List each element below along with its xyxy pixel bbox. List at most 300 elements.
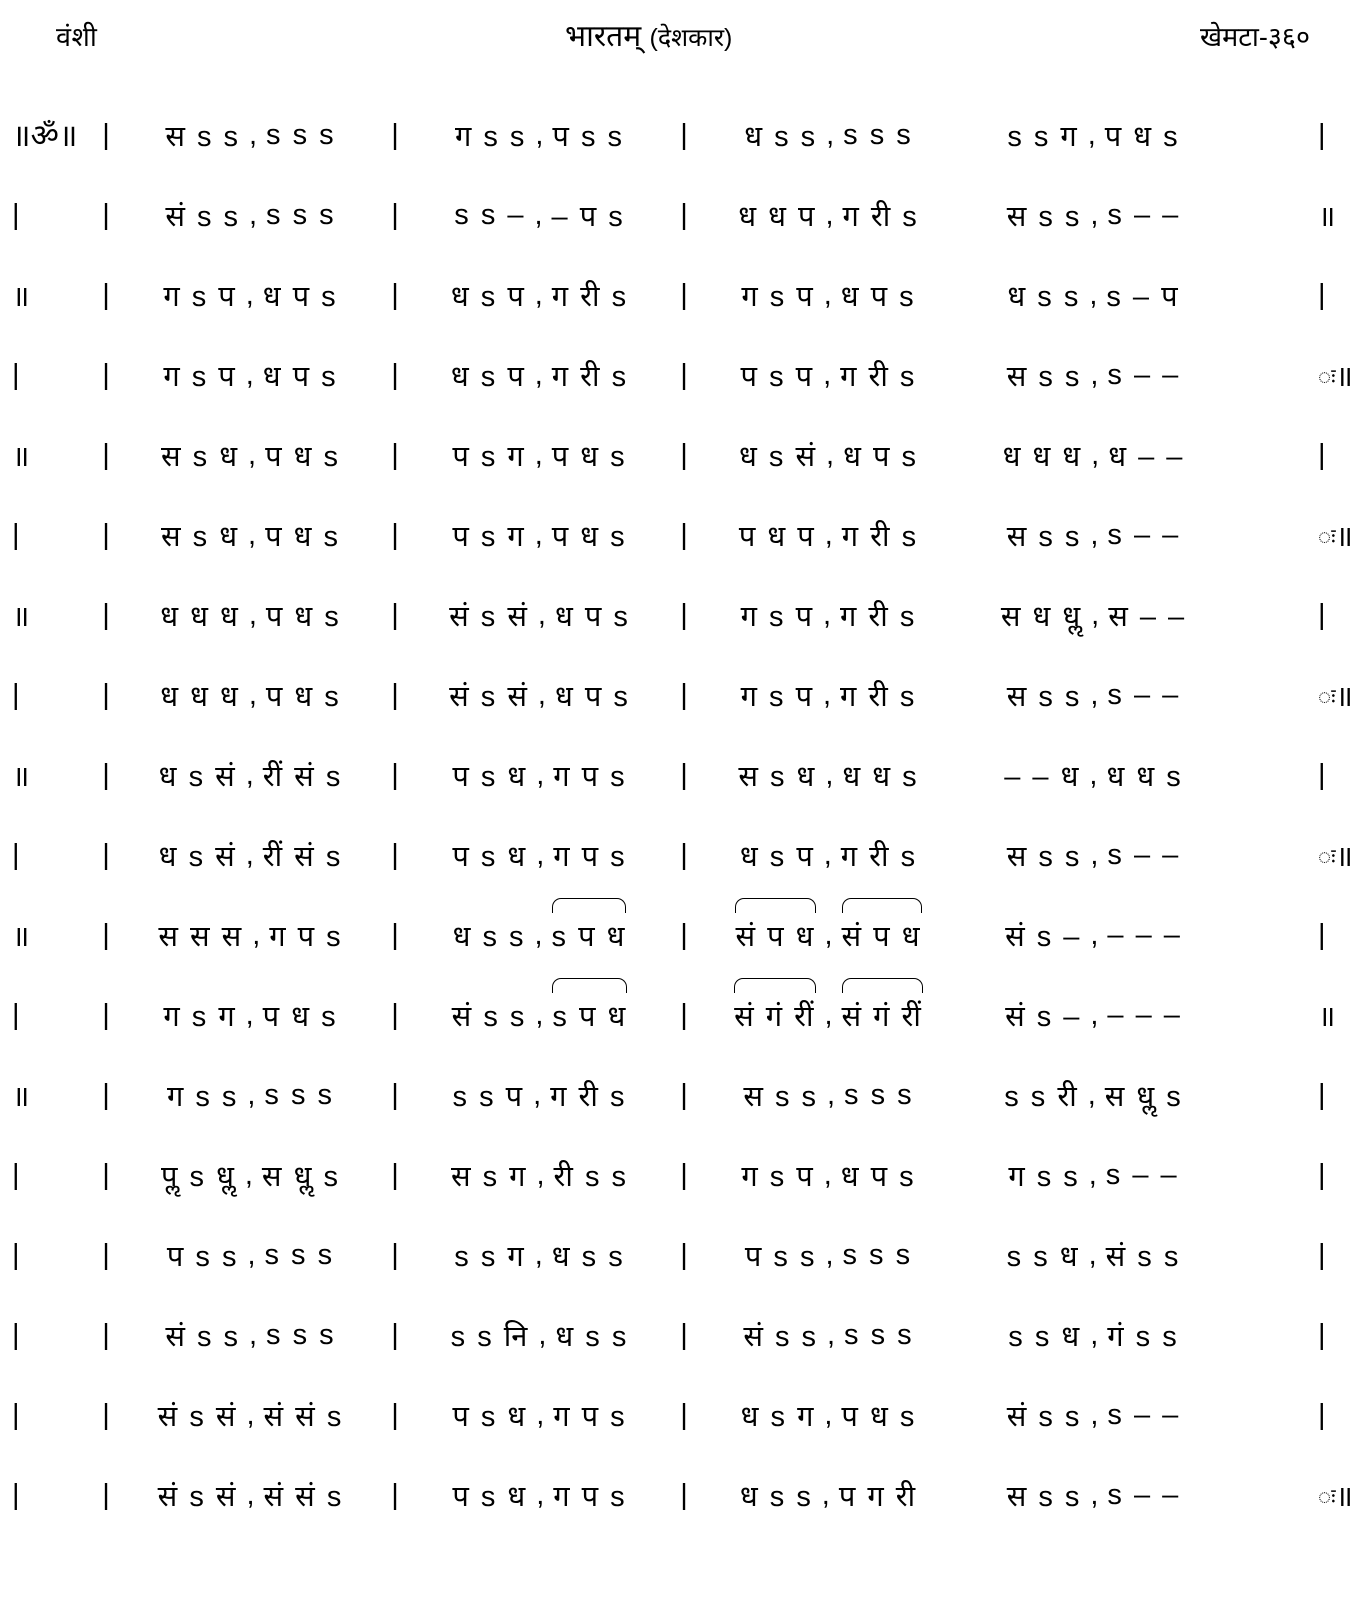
swara-cell: s – – — [1107, 518, 1181, 551]
notation-bar — [696, 676, 961, 715]
bar-divider: | — [102, 1478, 110, 1511]
notation-line — [8, 415, 1358, 495]
swara-cell: s s री — [1004, 1080, 1079, 1113]
swara-cell: ध s सं — [739, 440, 818, 473]
notation-bar — [696, 1236, 961, 1275]
bar-divider: | — [680, 1238, 688, 1271]
swara-cell: ग s s — [1008, 1160, 1080, 1193]
notation-bar — [118, 836, 383, 875]
repeat-colon-icon: ः — [1318, 523, 1336, 549]
swara-cell: प ध s — [551, 520, 627, 553]
bar-group — [94, 676, 1316, 715]
swara-cell: सं s s — [165, 200, 241, 233]
swara-cell: ग s प — [740, 680, 815, 713]
beat-separator: , — [1090, 1398, 1099, 1431]
bar-group — [94, 1236, 1316, 1275]
bar-divider: | — [102, 1318, 110, 1351]
swara-cell: सं सं s — [263, 1400, 344, 1433]
bar-divider: | — [680, 1318, 688, 1351]
beat-separator: , — [248, 598, 257, 631]
swara-cell: ध प s — [840, 280, 916, 313]
line-open-mark: | — [12, 1478, 20, 1511]
beat-separator: , — [245, 838, 254, 871]
notation-bar — [118, 436, 383, 475]
notation-bar — [696, 1476, 961, 1515]
line-end-mark — [1316, 196, 1358, 235]
notation-bar — [696, 436, 961, 475]
swara-cell: स s ध — [738, 760, 817, 793]
swara-cell: स ध धॢ — [1000, 600, 1083, 633]
notation-bar — [961, 356, 1226, 395]
notation-line — [8, 95, 1358, 175]
beat-separator: , — [823, 278, 832, 311]
bar-group — [94, 756, 1316, 795]
swara-cell: सं गं रीं — [841, 1000, 923, 1033]
notation-line — [8, 255, 1358, 335]
beat-separator: , — [821, 1478, 830, 1511]
notation-bar — [961, 1316, 1226, 1355]
beat-separator: , — [534, 198, 543, 231]
swara-cell: s – – — [1107, 838, 1181, 871]
line-end-glyph: | — [1318, 1398, 1326, 1431]
swara-cell: स s s — [165, 120, 241, 153]
notation-bar — [961, 1476, 1226, 1515]
bar-divider: | — [391, 598, 399, 631]
bar-divider: | — [391, 438, 399, 471]
line-end-mark — [1316, 279, 1358, 312]
bar-group — [94, 836, 1316, 875]
line-end-mark — [1316, 356, 1358, 395]
notation-bar — [118, 596, 383, 635]
beat-separator: , — [824, 518, 833, 551]
beat-separator: , — [1090, 1318, 1099, 1351]
notation-bar — [118, 676, 383, 715]
swara-cell: सं s सं — [449, 600, 529, 633]
swara-cell: – – – — [1107, 918, 1182, 951]
swara-cell: सं s सं — [157, 1400, 238, 1433]
swara-cell: ध s प — [739, 840, 815, 873]
beat-separator: , — [536, 1398, 545, 1431]
swara-cell: ग री s — [840, 840, 918, 873]
bar-divider: | — [102, 918, 110, 951]
swara-cell: सं s s — [1006, 1400, 1082, 1433]
swara-cell: प ध s — [551, 440, 627, 473]
beat-separator: , — [245, 358, 254, 391]
swara-cell: s – – — [1107, 1398, 1181, 1431]
line-end-glyph: ॥ — [1318, 200, 1336, 233]
swara-cell: ध s सं — [158, 840, 237, 873]
swara-cell: सं s s — [1105, 1240, 1181, 1273]
bar-divider: | — [102, 1078, 110, 1111]
swara-cell: s प ध — [551, 920, 627, 953]
swara-cell: ग री s — [841, 520, 919, 553]
beat-separator: , — [1087, 118, 1096, 151]
bar-group — [94, 1316, 1316, 1355]
notation-bar — [118, 276, 383, 315]
swara-cell: स s s — [1006, 1480, 1082, 1513]
line-end-mark — [1316, 1319, 1358, 1352]
line-end-glyph: | — [1318, 278, 1326, 311]
bar-divider: | — [102, 1398, 110, 1431]
notation-bar — [696, 756, 961, 795]
swara-cell: ग प s — [553, 1400, 627, 1433]
bar-divider: | — [391, 118, 399, 151]
bar-divider: | — [102, 358, 110, 391]
beat-separator: , — [825, 758, 834, 791]
bar-group — [94, 276, 1316, 315]
beat-separator: , — [245, 758, 254, 791]
notation-bar — [696, 116, 961, 155]
line-end-glyph: | — [1318, 1238, 1326, 1271]
bar-divider: | — [680, 678, 688, 711]
swara-cell: s s प — [452, 1080, 525, 1113]
line-end-mark — [1316, 676, 1358, 715]
notation-bar — [118, 1156, 383, 1195]
beat-separator: , — [538, 1318, 547, 1351]
swara-cell: s प ध — [552, 1000, 628, 1033]
notation-bar — [961, 756, 1226, 795]
bar-divider: | — [680, 118, 688, 151]
notation-bar — [407, 596, 672, 635]
line-end-mark — [1316, 1476, 1358, 1515]
swara-cell: ध s s — [555, 1320, 629, 1353]
swara-cell: ध प s — [262, 280, 338, 313]
bar-group — [94, 436, 1316, 475]
swara-cell: री s s — [553, 1160, 629, 1193]
line-end-mark — [1316, 439, 1358, 472]
bar-group — [94, 1076, 1316, 1115]
beat-separator: , — [823, 358, 832, 391]
swara-cell: सं s सं — [157, 1480, 238, 1513]
repeat-colon-icon: ः — [1318, 843, 1336, 869]
swara-cell: ग प s — [553, 1480, 627, 1513]
beat-separator: , — [249, 118, 258, 151]
beat-separator: , — [823, 678, 832, 711]
swara-cell: प s s — [166, 1240, 239, 1273]
swara-cell: स s ध — [161, 520, 240, 553]
swara-cell: – – – — [1107, 998, 1182, 1031]
bar-divider: | — [391, 1238, 399, 1271]
bar-divider: | — [680, 838, 688, 871]
line-end-mark — [1316, 1079, 1358, 1112]
notation-line — [8, 575, 1358, 655]
line-end-glyph: | — [1318, 758, 1326, 791]
line-open-mark: | — [12, 1318, 20, 1351]
line-open-mark: ॥ — [12, 440, 30, 473]
swara-cell: ध ध ध — [160, 600, 240, 633]
beat-separator: , — [247, 1238, 256, 1271]
beat-separator: , — [1090, 838, 1099, 871]
swara-cell: ध ध ध — [1002, 440, 1083, 473]
beat-separator: , — [248, 438, 257, 471]
beat-separator: , — [245, 278, 254, 311]
beat-separator: , — [1090, 918, 1099, 951]
beat-separator: , — [535, 998, 544, 1031]
swara-cell: ध प s — [840, 1160, 916, 1193]
notation-bar — [118, 916, 383, 955]
swara-cell: s – – — [1107, 198, 1181, 231]
swara-cell: प ध s — [265, 520, 340, 553]
beat-separator: , — [825, 1238, 834, 1271]
swara-cell: ग री s — [550, 1080, 627, 1113]
swara-cell: ग s ग — [163, 1000, 237, 1033]
line-end-mark — [1316, 1159, 1358, 1192]
beat-separator: , — [536, 758, 545, 791]
line-open-mark: | — [12, 998, 20, 1031]
beat-separator: , — [245, 998, 254, 1031]
line-end-mark — [1316, 119, 1358, 152]
swara-cell: स s s — [743, 1080, 819, 1113]
swara-cell: – – ध — [1004, 760, 1081, 793]
swara-cell: ग s प — [163, 360, 237, 393]
notation-bar — [118, 116, 383, 155]
line-open-mark: | — [12, 518, 20, 551]
swara-cell: s s s — [842, 1238, 913, 1271]
line-end-glyph: | — [1318, 598, 1326, 631]
swara-cell: रीं सं s — [262, 760, 343, 793]
bar-divider: | — [102, 998, 110, 1031]
beat-separator: , — [1088, 1238, 1097, 1271]
bar-divider: | — [680, 438, 688, 471]
notation-bar — [961, 436, 1226, 475]
notation-bar — [407, 1396, 672, 1435]
swara-cell: s – – — [1107, 358, 1181, 391]
beat-separator: , — [537, 678, 546, 711]
swara-cell: ध s s — [744, 120, 818, 153]
bar-divider: | — [680, 1158, 688, 1191]
swara-cell: सं s s — [165, 1320, 241, 1353]
line-end-mark — [1316, 516, 1358, 555]
swara-cell: प s s — [744, 1240, 817, 1273]
swara-cell: ध s प — [450, 360, 526, 393]
notation-bar — [696, 1156, 961, 1195]
swara-cell: प s ग — [452, 520, 526, 553]
swara-cell: प s प — [740, 360, 815, 393]
raga-label: (देशकार) — [649, 24, 733, 52]
line-open-mark: | — [12, 358, 20, 391]
swara-cell: s s ध — [1008, 1320, 1082, 1353]
swara-cell: s s नि — [450, 1320, 530, 1353]
notation-bar — [407, 1156, 672, 1195]
swara-cell: ध प s — [262, 360, 338, 393]
bar-divider: | — [102, 118, 110, 151]
notation-bar — [696, 276, 961, 315]
swara-cell: गं s s — [1107, 1320, 1179, 1353]
notation-bar — [118, 196, 383, 235]
swara-cell: s – – — [1105, 1158, 1179, 1191]
line-end-mark — [1316, 759, 1358, 792]
bar-divider: | — [680, 358, 688, 391]
beat-separator: , — [823, 598, 832, 631]
notation-bar — [407, 1236, 672, 1275]
line-end-glyph: | — [1318, 118, 1326, 151]
beat-separator: , — [826, 438, 835, 471]
slur-arc-icon — [735, 898, 815, 913]
notation-bar — [407, 996, 672, 1035]
swara-cell: ध s s — [1007, 280, 1081, 313]
swara-cell: सं सं s — [263, 1480, 344, 1513]
swara-cell: स s s — [1006, 360, 1082, 393]
bar-group — [94, 196, 1316, 235]
beat-separator: , — [534, 278, 543, 311]
beat-separator: , — [536, 1158, 545, 1191]
swara-cell: स s ध — [161, 440, 240, 473]
notation-bar — [696, 1396, 961, 1435]
notation-line — [8, 335, 1358, 415]
beat-separator: , — [534, 1238, 543, 1271]
line-open-mark: ॥ — [12, 920, 30, 953]
notation-bar — [696, 996, 961, 1035]
page-header — [0, 0, 1366, 55]
beat-separator: , — [1089, 758, 1098, 791]
bar-group — [94, 356, 1316, 395]
slur-group — [842, 996, 923, 1035]
notation-bar — [118, 756, 383, 795]
swara-cell: स स स — [158, 920, 244, 953]
swara-cell: प ध s — [265, 680, 341, 713]
swara-cell: ध – – — [1108, 440, 1185, 473]
notation-line — [8, 1295, 1358, 1375]
swara-cell: ध ध s — [1106, 760, 1183, 793]
notation-line — [8, 495, 1358, 575]
slur-group — [552, 996, 627, 1035]
bar-divider: | — [102, 598, 110, 631]
swara-cell: पॢ s धॢ — [161, 1160, 236, 1193]
swara-cell: s s ग — [1007, 120, 1079, 153]
swara-cell: ध प s — [554, 600, 630, 633]
line-open-mark: ॥ — [12, 760, 30, 793]
notation-bar — [407, 516, 672, 555]
swara-cell: ध प s — [554, 680, 630, 713]
swara-cell: ग s प — [740, 600, 815, 633]
repeat-colon-icon: ः — [1318, 363, 1336, 389]
slur-group — [735, 916, 815, 955]
swara-cell: ध ध s — [842, 760, 919, 793]
notation-bar — [961, 276, 1226, 315]
swara-cell: प s ध — [452, 1400, 528, 1433]
notation-bar — [407, 356, 672, 395]
notation-bar — [118, 356, 383, 395]
slur-arc-icon — [552, 898, 627, 913]
slur-group — [842, 916, 922, 955]
swara-cell: s s ध — [1006, 1240, 1080, 1273]
beat-separator: , — [1088, 1158, 1097, 1191]
swara-cell: प ग री — [838, 1480, 918, 1513]
notation-bar — [961, 116, 1226, 155]
beat-separator: , — [534, 438, 543, 471]
swara-cell: ग s s — [454, 120, 527, 153]
swara-cell: ग री s — [840, 680, 917, 713]
swara-cell: ध s सं — [158, 760, 237, 793]
slur-group — [552, 916, 627, 955]
bar-group — [94, 116, 1316, 155]
beat-separator: , — [823, 1158, 832, 1191]
beat-separator: , — [826, 118, 835, 151]
bar-divider: | — [391, 518, 399, 551]
swara-cell: ग प s — [269, 920, 343, 953]
notation-line — [8, 1135, 1358, 1215]
swara-cell: ग री s — [551, 280, 629, 313]
notation-bar — [407, 276, 672, 315]
swara-cell: सं प ध — [735, 920, 816, 953]
bar-divider: | — [391, 198, 399, 231]
swara-cell: s s s — [843, 118, 913, 151]
notation-bar — [961, 836, 1226, 875]
beat-separator: , — [536, 838, 545, 871]
bar-group — [94, 916, 1316, 955]
beat-separator: , — [824, 918, 833, 951]
swara-cell: ध s s — [551, 1240, 625, 1273]
swara-cell: s s ग — [454, 1240, 526, 1273]
composer-label: वंशी — [56, 22, 98, 52]
swara-cell: प ध s — [1104, 120, 1180, 153]
slur-arc-icon — [842, 978, 923, 993]
swara-cell: स s s — [1006, 200, 1082, 233]
swara-cell: s s s — [266, 118, 336, 151]
bar-divider: | — [680, 758, 688, 791]
line-end-glyph: ॥ — [1335, 840, 1353, 873]
swara-cell: ग s प — [163, 280, 237, 313]
swara-cell: सं s सं — [449, 680, 529, 713]
beat-separator: , — [825, 198, 834, 231]
beat-separator: , — [1091, 598, 1100, 631]
line-end-mark — [1316, 919, 1358, 952]
notation-bar — [961, 996, 1226, 1035]
notation-line — [8, 1055, 1358, 1135]
bar-divider: | — [680, 1478, 688, 1511]
song-title: भारतम् — [565, 20, 642, 53]
beat-separator: , — [1090, 518, 1099, 551]
beat-separator: , — [534, 358, 543, 391]
line-open-mark: ॥ — [12, 600, 30, 633]
swara-cell: प ध s — [841, 1400, 917, 1433]
swara-cell: ग री s — [551, 360, 629, 393]
swara-cell: स s s — [1006, 520, 1082, 553]
swara-cell: ग प s — [553, 840, 627, 873]
notation-bar — [696, 836, 961, 875]
swara-cell: प ध प — [738, 520, 816, 553]
notation-bar — [118, 1396, 383, 1435]
swara-cell: ग s s — [166, 1080, 239, 1113]
repeat-colon-icon: ः — [1318, 1483, 1336, 1509]
swara-cell: रीं सं s — [262, 840, 343, 873]
bar-divider: | — [102, 838, 110, 871]
notation-bar — [407, 1076, 672, 1115]
notation-bar — [961, 596, 1226, 635]
swara-cell: प ध s — [265, 600, 341, 633]
swara-cell: s s s — [264, 1238, 335, 1271]
swara-cell: प s ध — [452, 1480, 528, 1513]
swara-cell: स – – — [1108, 600, 1187, 633]
line-end-mark — [1316, 1239, 1358, 1272]
swara-cell: ध प s — [843, 440, 918, 473]
notation-bar — [696, 516, 961, 555]
line-end-glyph: | — [1318, 1078, 1326, 1111]
bar-divider: | — [391, 998, 399, 1031]
notation-bar — [961, 1236, 1226, 1275]
notation-bar — [407, 1476, 672, 1515]
bar-divider: | — [102, 278, 110, 311]
swara-cell: ग री s — [840, 600, 917, 633]
notation-bar — [961, 1076, 1226, 1115]
notation-bar — [696, 356, 961, 395]
notation-bar — [961, 196, 1226, 235]
bar-divider: | — [391, 918, 399, 951]
bar-group — [94, 516, 1316, 555]
line-open-mark: | — [12, 1158, 20, 1191]
slur-arc-icon — [552, 978, 627, 993]
bar-divider: | — [680, 998, 688, 1031]
